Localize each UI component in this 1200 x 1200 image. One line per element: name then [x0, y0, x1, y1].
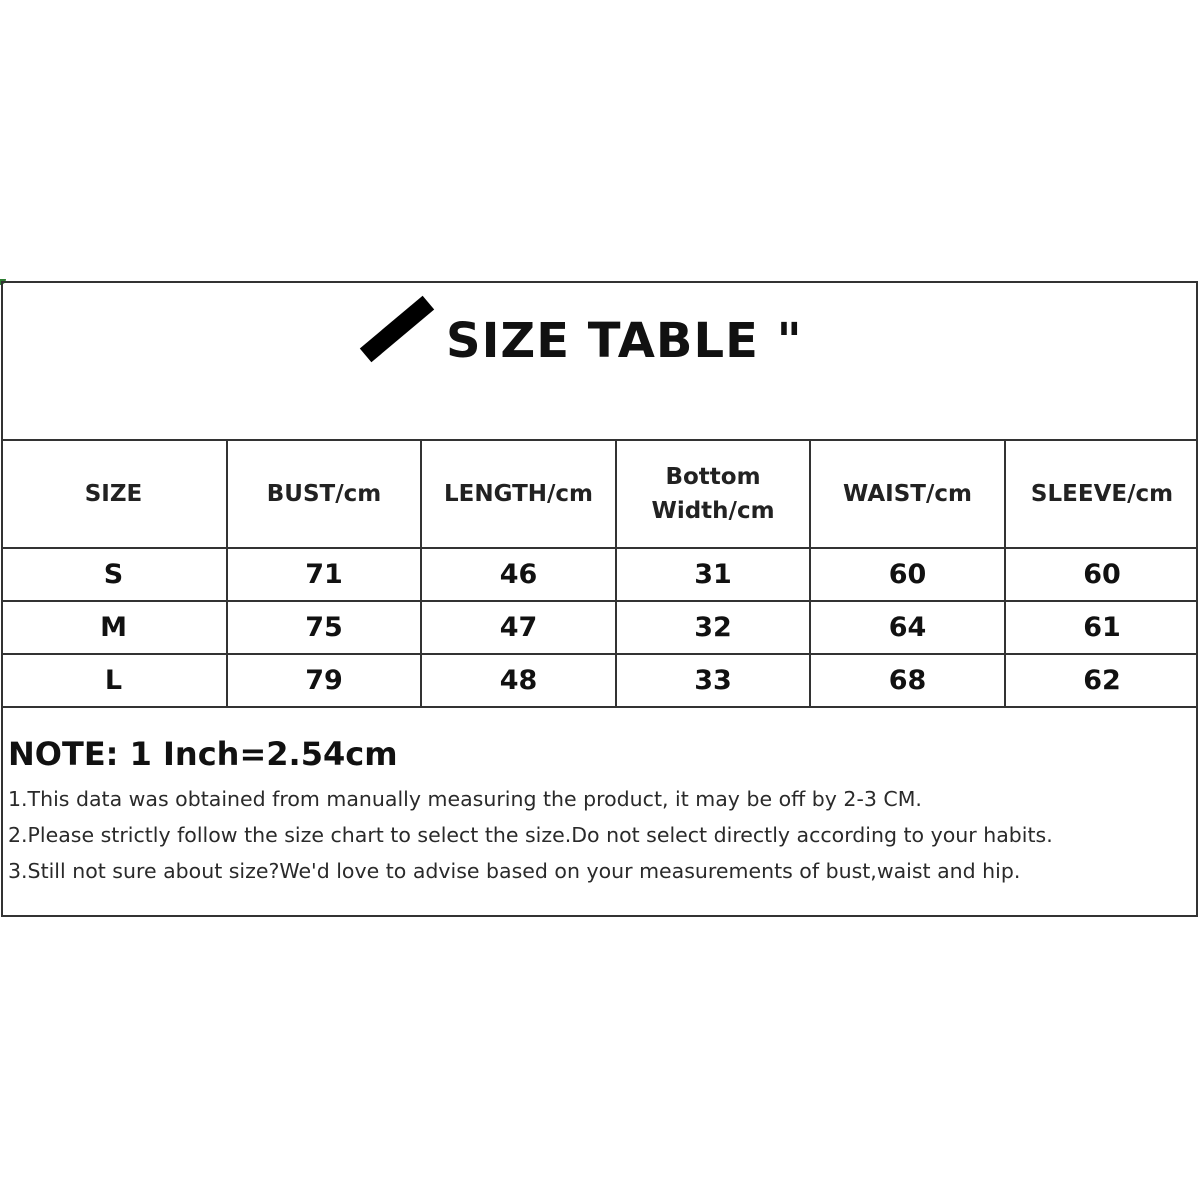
header-bust: BUST/cm — [227, 440, 421, 548]
note-line-2: 2.Please strictly follow the size chart to select the size.Do not select directly according to your habits. — [8, 823, 1053, 847]
cell-waist: 60 — [810, 548, 1005, 601]
cell-size: S — [1, 548, 227, 601]
note-line-1: 1.This data was obtained from manually measuring the product, it may be off by 2-3 CM. — [8, 787, 922, 811]
cell-bottom-width: 33 — [616, 654, 810, 707]
cell-size: M — [1, 601, 227, 654]
header-sleeve: SLEEVE/cm — [1005, 440, 1198, 548]
cell-bust: 75 — [227, 601, 421, 654]
table-row — [1, 654, 1198, 707]
cell-bottom-width: 32 — [616, 601, 810, 654]
cell-waist: 64 — [810, 601, 1005, 654]
notes-section — [8, 735, 1188, 895]
header-size: SIZE — [1, 440, 227, 548]
header-waist: WAIST/cm — [810, 440, 1005, 548]
cell-sleeve: 62 — [1005, 654, 1198, 707]
size-table — [1, 439, 1198, 708]
table-header-row — [1, 440, 1198, 548]
table-row — [1, 601, 1198, 654]
note-heading: NOTE: 1 Inch=2.54cm — [8, 735, 398, 773]
header-bottom-width-line2: Width/cm — [651, 498, 775, 524]
cell-bust: 71 — [227, 548, 421, 601]
cell-sleeve: 61 — [1005, 601, 1198, 654]
page-title: SIZE TABLE " — [446, 313, 803, 369]
cell-size: L — [1, 654, 227, 707]
table-row — [1, 548, 1198, 601]
cell-sleeve: 60 — [1005, 548, 1198, 601]
cell-length: 46 — [421, 548, 616, 601]
header-length: LENGTH/cm — [421, 440, 616, 548]
cell-length: 47 — [421, 601, 616, 654]
header-bottom-width-line1: Bottom — [665, 464, 761, 490]
cell-length: 48 — [421, 654, 616, 707]
header-bottom-width — [616, 440, 810, 548]
cell-bust: 79 — [227, 654, 421, 707]
cell-waist: 68 — [810, 654, 1005, 707]
note-line-3: 3.Still not sure about size?We'd love to advise based on your measurements of bust,waist and hip. — [8, 859, 1021, 883]
cell-bottom-width: 31 — [616, 548, 810, 601]
